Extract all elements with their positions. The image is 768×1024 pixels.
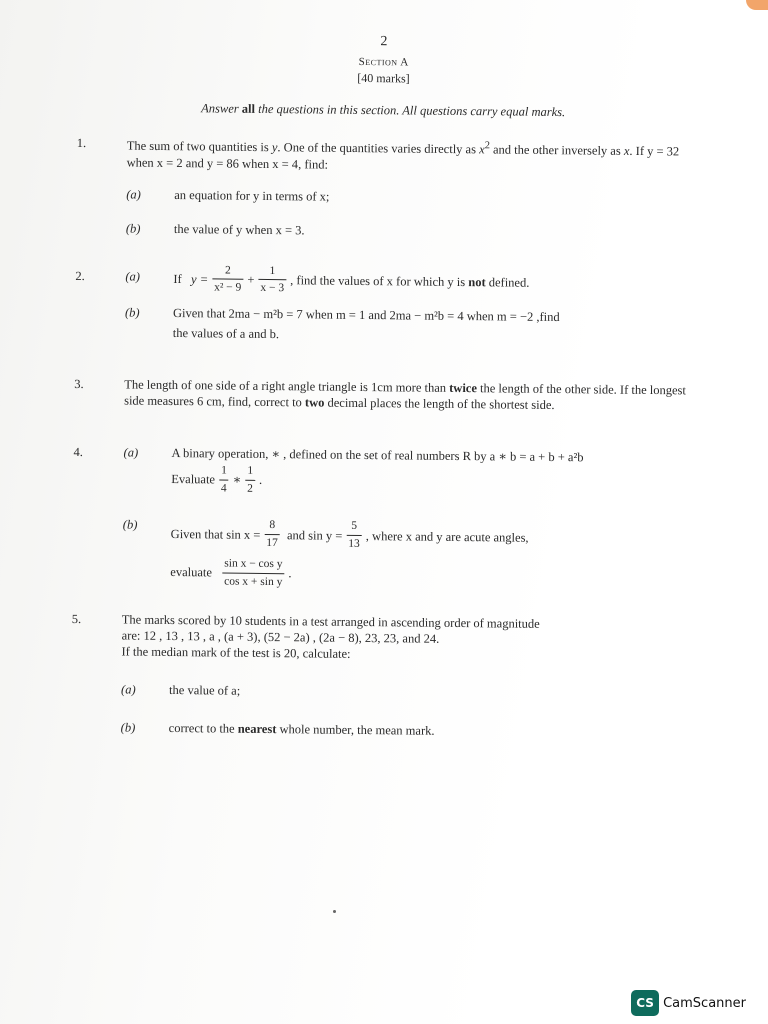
question-number: 2.: [75, 268, 85, 283]
question-text: [124, 376, 686, 414]
q4-b-given: Given that sin x =: [170, 526, 261, 542]
q4-b-line-2: [170, 556, 684, 594]
part-label: (a): [121, 682, 136, 697]
camscanner-logo-icon: CS: [631, 990, 659, 1016]
q4-part-b: [122, 517, 685, 594]
q4-b-and: and sin y =: [286, 527, 343, 543]
q1-var-x: x: [479, 142, 485, 157]
question-number: 3.: [74, 376, 84, 392]
fraction-denominator: 2: [245, 479, 255, 496]
part-label: (b): [122, 517, 138, 533]
question-3: [74, 376, 686, 414]
part-text: [170, 517, 685, 593]
fraction-numerator: 5: [351, 520, 358, 533]
q1-cond-1: y = 32 when x = 2: [126, 144, 680, 170]
instructions: [77, 99, 689, 121]
q1-text-c: and the other inversely as: [489, 142, 624, 159]
q4-evaluate: Evaluate: [171, 472, 216, 487]
fraction-numerator: 8: [269, 519, 276, 532]
fraction-numerator: sin x − cos y: [224, 557, 283, 570]
q2-b-line-1: Given that 2ma − m²b = 7 when m = 1 and 2ma − m²b = 4 when m = −2 ,find: [172, 305, 560, 324]
camscanner-watermark: [631, 990, 746, 1016]
part-text: [171, 445, 686, 501]
q5-b-bold: nearest: [237, 721, 277, 737]
part-label: (a): [123, 445, 139, 460]
q4-b-evaluate: evaluate: [170, 565, 213, 580]
q2-part-b: [125, 304, 687, 346]
q3-bold-1: twice: [449, 380, 478, 396]
fraction-numerator: 1: [221, 464, 227, 477]
page-content: [71, 30, 690, 742]
part-label: (a): [125, 269, 141, 284]
q4-b-line-1: [171, 517, 685, 555]
q2-a-post: defined.: [488, 275, 530, 290]
question-1: [77, 135, 689, 176]
q5-line-3: If the median mark of the test is 20, calculate:: [121, 644, 351, 662]
q4-b-fraction-2: [346, 519, 362, 552]
fraction-numerator: 1: [247, 464, 254, 477]
part-text: [173, 305, 687, 346]
speck: [333, 910, 336, 913]
q4-b-fraction-3: [222, 556, 285, 589]
part-text: the value of y when x = 3.: [173, 221, 305, 237]
q4-b-fraction-1: [264, 518, 280, 551]
question-number: 1.: [76, 136, 87, 151]
page-number: 2: [380, 34, 388, 50]
q1-text-b: . One of the quantities varies directly as: [277, 140, 480, 157]
fraction-numerator: 1: [269, 264, 276, 277]
q4-b-where: , where x and y are acute angles,: [365, 528, 529, 545]
part-text: the value of a;: [169, 683, 241, 698]
q1-var-x2: x: [623, 144, 630, 159]
q1-text-d: . If: [629, 144, 648, 159]
fraction-denominator: 13: [346, 535, 362, 552]
q4-star: ∗: [232, 472, 242, 487]
q2-a-bold: not: [468, 274, 486, 290]
fraction-denominator: x − 3: [258, 279, 286, 296]
q1-var-y: y: [271, 140, 278, 155]
section-title: Section A: [358, 55, 409, 69]
question-4: [73, 444, 685, 501]
question-2: [75, 261, 687, 300]
q1-text-a: The sum of two quantities is: [126, 139, 272, 155]
section-marks: [40 marks]: [357, 70, 410, 86]
q4-b-end: .: [288, 566, 292, 581]
q5-part-a: [121, 682, 683, 704]
q1-part-a: [126, 186, 688, 208]
q1-text-f: , find:: [298, 156, 329, 172]
q3-text-c: decimal places the length of the shortest side.: [324, 395, 555, 412]
q2-a-pre: , find the values of x for which y is: [290, 272, 466, 289]
q2-if: If: [173, 271, 182, 286]
fraction-denominator: x² − 9: [212, 279, 243, 296]
question-number: 5.: [71, 612, 82, 627]
q3-bold-2: two: [304, 395, 325, 410]
q2-fraction-1: [212, 263, 244, 296]
q1-sup: 2: [484, 140, 491, 152]
q4-a-line-2: [171, 463, 685, 501]
q2-fraction-2: [258, 263, 286, 296]
part-text: an equation for y in terms of x;: [174, 187, 330, 204]
q1-cond-2: y = 86 when x = 4: [206, 155, 299, 171]
part-text: [169, 720, 683, 741]
q1-part-b: [126, 220, 688, 242]
q5-line-2: are: 12 , 13 , 13 , a , (a + 3), (52 − 2a) , (2a − 8), 23, 23, and 24.: [121, 628, 440, 647]
question-5: [71, 611, 683, 665]
fraction-denominator: 17: [264, 534, 280, 551]
question-text: [121, 612, 683, 666]
instruction-pre: Answer: [201, 101, 242, 117]
camscanner-brand: CamScanner: [663, 995, 746, 1011]
fraction-denominator: 4: [219, 479, 229, 496]
q4-a-end: .: [258, 473, 263, 488]
part-label: (a): [126, 187, 141, 202]
q5-b-post: whole number, the mean mark.: [276, 722, 435, 739]
q2-plus: +: [247, 272, 255, 287]
fraction-numerator: 2: [224, 264, 231, 277]
q3-text-a: The length of one side of a right angle triangle is 1cm more than: [124, 377, 450, 395]
corner-mark: [746, 0, 768, 10]
question-text: [127, 136, 689, 176]
part-label: (b): [125, 221, 141, 236]
q3-text-b: the length of the other side. If the longest side measures 6 cm, find, correct to: [124, 381, 686, 410]
q4-a-fraction-2: [245, 464, 255, 497]
q5-part-b: [121, 720, 683, 742]
instruction-bold: all: [241, 102, 256, 117]
part-label: (b): [124, 305, 140, 320]
q5-line-1: The marks scored by 10 students in a test arranged in ascending order of magnitude: [121, 612, 540, 632]
q4-a-fraction-1: [219, 463, 229, 496]
fraction-denominator: cos x + sin y: [222, 572, 284, 589]
part-text: [173, 263, 687, 301]
q2-b-line-2: the values of a and b.: [172, 325, 280, 342]
part-label: (b): [120, 720, 136, 735]
q4-part-a: [123, 444, 685, 500]
q2-y-eq: y =: [191, 271, 209, 287]
question-number: 4.: [73, 444, 84, 460]
q5-b-pre: correct to the: [168, 721, 238, 736]
q4-a-line-1: A binary operation, ∗ , defined on the set of real numbers R by a ∗ b = a + b + a²b: [171, 445, 584, 465]
q2-part-a: [125, 262, 687, 300]
instruction-post: the questions in this section. All questions carry equal marks.: [254, 102, 566, 120]
q1-text-e: and: [182, 155, 208, 170]
